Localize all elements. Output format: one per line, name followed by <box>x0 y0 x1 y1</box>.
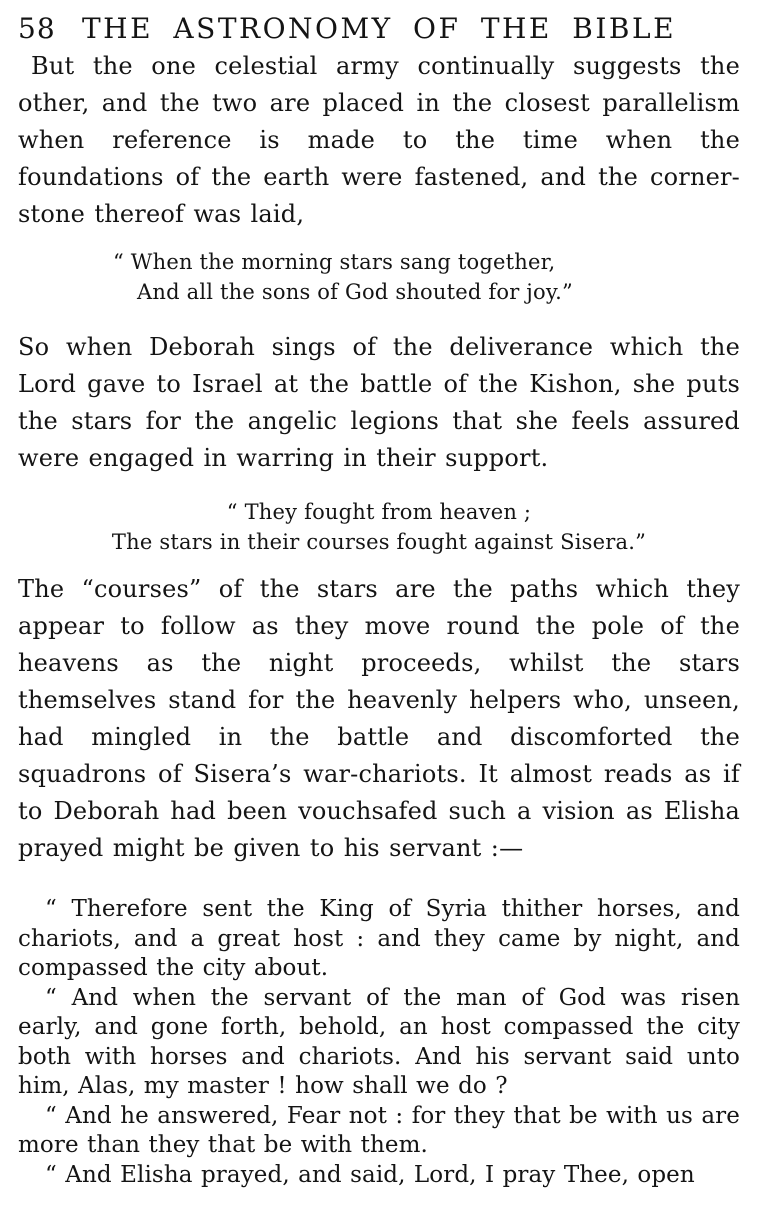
page-number: 58 <box>18 12 56 45</box>
scripture-paragraph: “ Therefore sent the King of Syria thither horses, and chariots, and a great host : and they came by night, and compassed the city about. <box>18 896 740 981</box>
scripture-paragraph: “ And Elisha prayed, and said, Lord, I pray Thee, open <box>45 1161 695 1188</box>
verse-line: “ When the morning stars sang together, <box>113 250 556 274</box>
paragraph-courses: The “courses” of the stars are the paths which they appear to follow as they move round the pole of the heavens as the night proceeds, whilst the stars themselves stand for the heavenly helpers who, unseen, had mingled in the battle and discomforted the squadrons of Sisera’s war-chariots. It almost reads as if to Deborah had been vouchsafed such a vision as Elisha prayed might be given to his servant :— <box>18 575 740 862</box>
verse-quote-job <box>113 247 740 307</box>
paragraph-celestial-army: But the one celestial army continually suggests the other, and the two are placed in the closest parallelism when reference is made to the time when the foundations of the earth were fastened, and the corner-stone thereof was laid, <box>18 52 740 228</box>
running-head <box>18 0 740 48</box>
scripture-paragraph: “ And when the servant of the man of God was risen early, and gone forth, behold, an host compassed the city both with horses and chariots. And his servant said unto him, Alas, my master ! how shall we do ? <box>18 984 740 1099</box>
verse-line: And all the sons of God shouted for joy.” <box>137 280 573 304</box>
scripture-paragraph: “ And he answered, Fear not : for they that be with us are more than they that be with them. <box>18 1102 740 1158</box>
running-title: THE ASTRONOMY OF THE BIBLE <box>81 12 677 45</box>
verse-line: “ They fought from heaven ; <box>226 500 532 524</box>
verse-quote-sisera <box>18 497 740 557</box>
verse-line: The stars in their courses fought against Sisera.” <box>111 530 647 554</box>
paragraph-deborah: So when Deborah sings of the deliverance which the Lord gave to Israel at the battle of the Kishon, she puts the stars for the angelic legions that she feels assured were engaged in warring in their support. <box>18 333 740 472</box>
scripture-extract <box>18 895 740 1190</box>
